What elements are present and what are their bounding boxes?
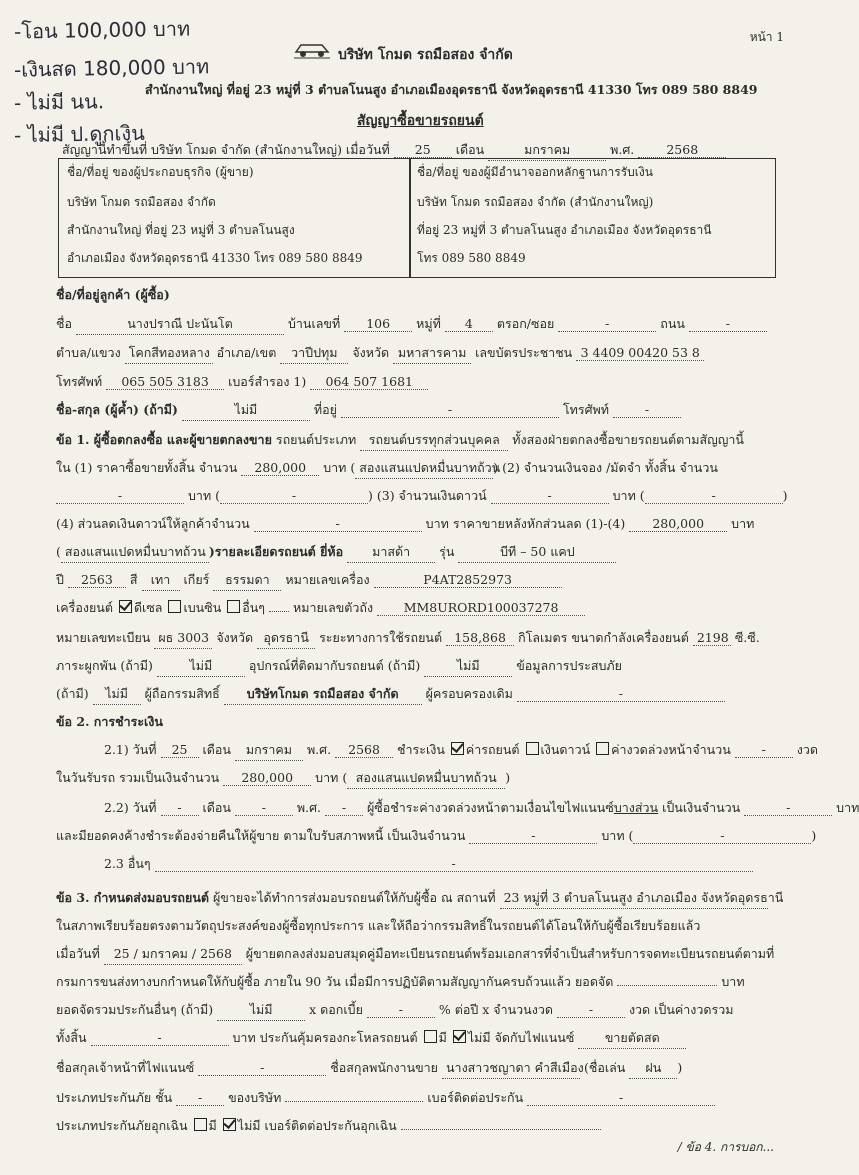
clause1-year-line: ปี 2563 สี เทา เกียร์ ธรรมดา หมายเลขเครื่อง P4AT2852973 xyxy=(56,570,562,591)
clause3-line1: ข้อ 3. กำหนดส่งมอบรถยนต์ ผู้ขายจะได้ทำการส่งมอบรถยนต์ให้กับผู้ซื้อ ณ สถานที่ 23 หมู่ที่ 3 ตำบลโนนสูง อำเภอเมือง จังหวัดอุดรธานี xyxy=(56,888,768,909)
clause1-detail-line: ( สองแสนแปดหมื่นบาทถ้วน )รายละเอียดรถยนต์ ยี่ห้อ มาสด้า รุ่น บีที – 50 แคป xyxy=(56,542,616,563)
seller-address: สำนักงานใหญ่ ที่อยู่ 23 หมู่ที่ 3 ตำบลโนนสูง xyxy=(67,223,295,237)
benzin-checkbox[interactable] xyxy=(168,600,181,613)
customer-heading: ชื่อ/ที่อยู่ลูกค้า (ผู้ซื้อ) xyxy=(56,287,170,302)
clause1-line1: ข้อ 1. ผู้ซื้อตกลงซื้อ และผู้ขายตกลงขาย รถยนต์ประเภท รถยนต์บรรทุกส่วนบุคคล ทั้งสองฝ่ายตกลงซื้อขายรถยนต์ตามสัญญานี้ xyxy=(56,430,744,451)
clause2-heading: ข้อ 2. การชำระเงิน xyxy=(56,714,163,729)
customer-phone-line: โทรศัพท์ 065 505 3183 เบอร์สำรอง 1) 064 507 1681 xyxy=(56,372,428,392)
table-divider xyxy=(409,159,411,277)
emergency-insurance-yes-checkbox[interactable] xyxy=(194,1118,207,1131)
clause3-line6: ทั้งสิ้น - บาท ประกันคุ้มครองกะโหลรถยนต์ มี ไม่มี จัดกับไฟแนนซ์ ขายตัดสด xyxy=(56,1028,686,1049)
clause3-line9: ประเภทประกันภัยอุกเฉิน มี ไม่มี เบอร์ติดต่อประกันอุกเฉิน xyxy=(56,1116,601,1136)
seller-header: ชื่อ/ที่อยู่ ของผู้ประกอบธุรกิจ (ผู้ขาย) xyxy=(67,165,254,179)
insurance-no-checkbox[interactable] xyxy=(453,1030,466,1043)
clause1-engine-line: เครื่องยนต์ ดีเซล เบนซิน อื่นๆ หมายเลขตัวถัง MM8URORD100037278 xyxy=(56,598,585,618)
clause1-burden-line: ภาระผูกพัน (ถ้ามี) ไม่มี อุปกรณ์ที่ติดมากับรถยนต์ (ถ้ามี) ไม่มี ข้อมูลการประสบภัย xyxy=(56,656,622,677)
seller-address-2: อำเภอเมือง จังหวัดอุดรธานี 41330 โทร 089 580 8849 xyxy=(67,251,363,265)
customer-address-line: ตำบล/แขวง โคกสีทองหลาง อำเภอ/เขต วาปีปทุม จังหวัด มหาสารคาม เลขบัตรประชาชน 3 4409 00420 53 8 xyxy=(56,343,704,364)
clause3-line2: ในสภาพเรียบร้อยตรงตามวัตถุประสงค์ของผู้ซื้อทุกประการ และให้ถือว่ากรรมสิทธิ์ในรถยนต์ได้โอนให้กับผู้ซื้อเรียบร้อยแล้ว xyxy=(56,918,701,933)
clause3-line5: ยอดจัดรวมประกันอื่นๆ (ถ้ามี) ไม่มี x ดอกเบี้ย - % ต่อปี x จำนวนงวด - งวด เป็นค่างวดรวม xyxy=(56,1000,734,1021)
car-payment-checkbox[interactable] xyxy=(451,742,464,755)
customer-name-line: ชื่อ นางปราณี ปะนันโต บ้านเลขที่ 106 หมู่ที่ 4 ตรอก/ซอย - ถนน - xyxy=(56,314,767,335)
page-number: หน้า 1 xyxy=(749,30,784,44)
clause2-1-line: 2.1) วันที่ 25 เดือน มกราคม พ.ศ. 2568 ชำระเงิน ค่ารถยนต์ เงินดาวน์ ค่างวดล่วงหน้าจำนวน - งวด xyxy=(104,740,818,761)
issuer-header: ชื่อ/ที่อยู่ ของผู้มีอำนาจออกหลักฐานการรับเงิน xyxy=(417,165,653,179)
down-payment-checkbox[interactable] xyxy=(526,742,539,755)
handwritten-note: -โอน 100,000 บาท xyxy=(13,16,191,44)
seller-name: บริษัท โกมด รถมือสอง จำกัด xyxy=(67,195,216,209)
company-address: สำนักงานใหญ่ ที่อยู่ 23 หมู่ที่ 3 ตำบลโนนสูง อำเภอเมืองอุดรธานี จังหวัดอุดรธานี 41330 โทร 089 580 8849 xyxy=(145,82,758,97)
handwritten-note: - ไม่มี นน. xyxy=(13,89,105,115)
company-name: บริษัท โกมด รถมือสอง จำกัด xyxy=(338,47,513,63)
handwritten-note: -เงินสด 180,000 บาท xyxy=(13,54,210,82)
clause1-plate-line: หมายเลขทะเบียน ผธ 3003 จังหวัด อุดรธานี ระยะทางการใช้รถยนต์ 158,868 กิโลเมตร ขนาดกำลังเครื่องยนต์ 2198 ซี.ซี. xyxy=(56,628,760,649)
issuer-phone: โทร 089 580 8849 xyxy=(417,251,526,265)
clause3-line7: ชื่อสกุลเจ้าหน้าที่ไฟแนนซ์ - ชื่อสกุลพนักงานขาย นางสาวชญาดา คำสีเมือง (ชื่อเล่น ฝน ) xyxy=(56,1058,682,1079)
diesel-checkbox[interactable] xyxy=(119,600,132,613)
advance-installment-checkbox[interactable] xyxy=(596,742,609,755)
clause3-line4: กรมการขนส่งทางบกกำหนดให้กับผู้ซื้อ ภายใน 90 วัน เมื่อมีการปฏิบัติตามสัญญากันครบถ้วนแล้ว ยอดจัด บาท xyxy=(56,974,745,989)
guarantor-line: ชื่อ-สกุล (ผู้ค้ำ) (ถ้ามี) ไม่มี ที่อยู่ - โทรศัพท์ - xyxy=(56,400,681,421)
clause1-owner-line: (ถ้ามี) ไม่มี ผู้ถือกรรมสิทธิ์ บริษัทโกมด รถมือสอง จำกัด ผู้ครอบครองเดิม - xyxy=(56,684,725,705)
car-logo-icon xyxy=(292,38,332,60)
other-fuel-checkbox[interactable] xyxy=(227,600,240,613)
clause1-price-line: ใน (1) ราคาซื้อขายทั้งสิ้น จำนวน 280,000 บาท ( สองแสนแปดหมื่นบาทถ้วน) (2) จำนวนเงินจอง /มัดจำ ทั้งสิ้น จำนวน xyxy=(56,458,718,479)
clause3-line3: เมื่อวันที่ 25 / มกราคม / 2568 ผู้ขายตกลงส่งมอบสมุดคู่มือทะเบียนรถยนต์พร้อมเอกสารที่จำเป็นสำหรับการจดทะเบียนรถยนต์ตามที่ xyxy=(56,944,774,965)
clause2-2-line: 2.2) วันที่ - เดือน - พ.ศ. - ผู้ซื้อชำระค่างวดล่วงหน้าตามเงื่อนไขไฟแนนซ์บางส่วน เป็นเงินจำนวน - บาท xyxy=(104,800,859,815)
document-title: สัญญาซื้อขายรถยนต์ xyxy=(357,113,484,129)
clause2-2-refund-line: และมียอดคงค้างชำระต้องจ่ายคืนให้ผู้ขาย ตามใบรับสภาพหนี้ เป็นเงินจำนวน - บาท ( - ) xyxy=(56,828,817,843)
emergency-insurance-no-checkbox[interactable] xyxy=(223,1118,236,1131)
handwritten-note: - ไม่มี ป.ดูกเงิน xyxy=(13,120,145,148)
clause1-discount-line: (4) ส่วนลดเงินดาวน์ให้ลูกค้าจำนวน - บาท ราคาขายหลังหักส่วนลด (1)-(4) 280,000 บาท xyxy=(56,516,755,531)
clause3-line8: ประเภทประกันภัย ชั้น - ของบริษัท เบอร์ติดต่อประกัน - xyxy=(56,1088,715,1108)
continuation-note: / ข้อ 4. การบอก... xyxy=(677,1140,774,1154)
clause1-deposit-line: - บาท ( - ) (3) จำนวนเงินดาวน์ - บาท ( - ) xyxy=(56,486,788,506)
clause2-1-total-line: ในวันรับรถ รวมเป็นเงินจำนวน 280,000 บาท ( สองแสนแปดหมื่นบาทถ้วน ) xyxy=(56,768,510,789)
party-info-table xyxy=(58,158,776,278)
clause2-3-line: 2.3 อื่นๆ - xyxy=(104,854,753,874)
issuer-name: บริษัท โกมด รถมือสอง จำกัด (สำนักงานใหญ่) xyxy=(417,195,654,209)
insurance-yes-checkbox[interactable] xyxy=(424,1030,437,1043)
intro-line: สัญญานี้ทำขึ้นที่ บริษัท โกมด จำกัด (สำนักงานใหญ่) เมื่อวันที่ 25 เดือน มกราคม พ.ศ. 2568 xyxy=(62,140,726,161)
issuer-address: ที่อยู่ 23 หมู่ที่ 3 ตำบลโนนสูง อำเภอเมือง จังหวัดอุดรธานี xyxy=(417,223,712,237)
